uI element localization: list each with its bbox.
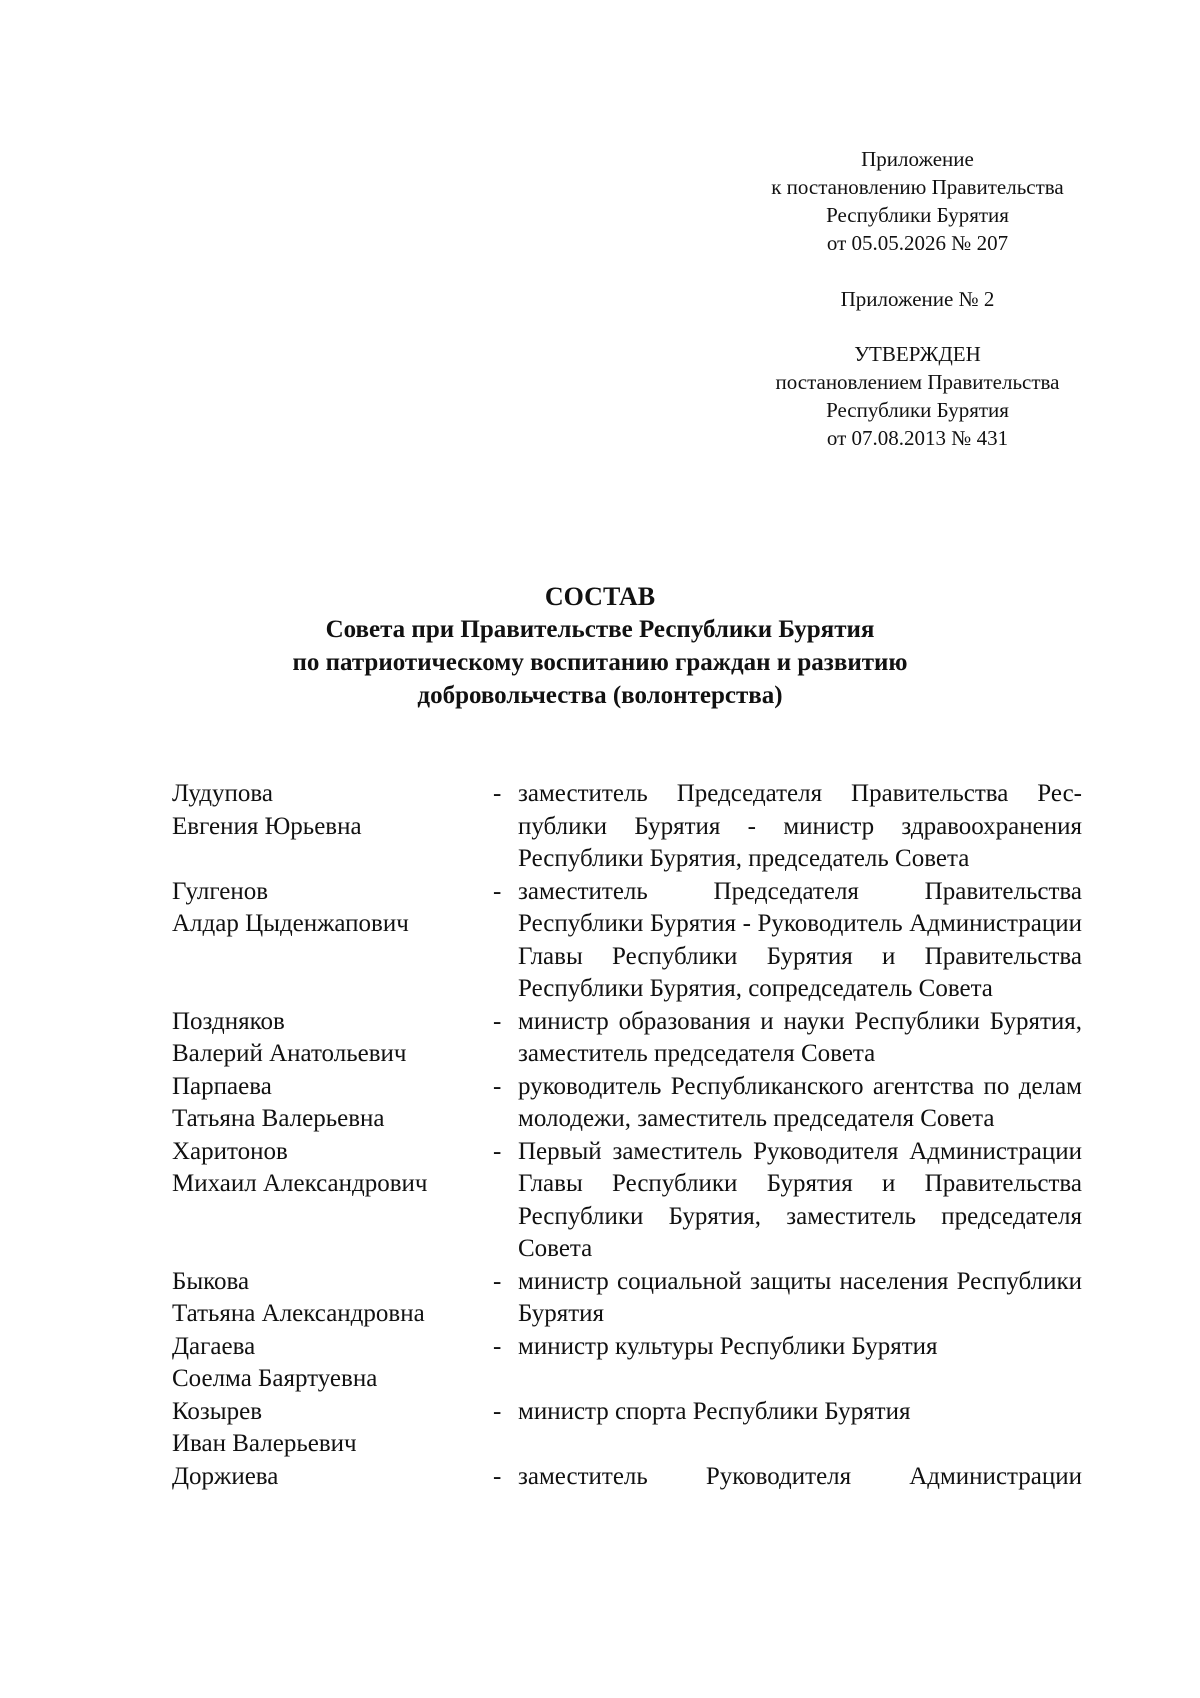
annex-line: Республики Бурятия [826, 203, 1009, 227]
member-name [172, 876, 482, 941]
member-role: Первый заместитель Руководителя Администрации Главы Республики Бурятия и Правительства Республики Бурятия, заместитель председателя Совета [518, 1137, 1082, 1262]
member-name [172, 1396, 482, 1461]
member-dash: - [493, 1397, 502, 1425]
member-name [172, 1071, 482, 1136]
member-dash: - [493, 1072, 502, 1100]
member-surname: Козырев [172, 1397, 263, 1425]
member-surname: Парпаева [172, 1072, 272, 1100]
annex-line: от 05.05.2026 № 207 [826, 231, 1009, 255]
member-given-names: Михаил Александрович [172, 1170, 428, 1197]
member-surname: Доржиева [172, 1462, 279, 1490]
member-role: министр социальной защиты населения Республики Бурятия [518, 1267, 1082, 1327]
member-dash: - [493, 1462, 502, 1490]
member-given-names: Соелма Баяртуевна [172, 1365, 378, 1392]
member-role: заместитель Председателя Правительства Республики Бурятия - министр здравоохранения Республики Бурятия, председатель Совета [518, 780, 1082, 872]
member-row [172, 876, 1082, 1006]
title-main: СОСТАВ [544, 582, 656, 611]
member-given-names: Валерий Анатольевич [172, 1040, 407, 1067]
approval-line: от 07.08.2013 № 431 [826, 426, 1009, 450]
annex-line: к постановлению Правительства [771, 175, 1064, 199]
member-row [172, 1006, 1082, 1071]
member-row [172, 1071, 1082, 1136]
member-row [172, 1461, 1082, 1494]
annex-number-block [745, 285, 1090, 313]
title-line: Совета при Правительстве Республики Бурятия [325, 616, 875, 643]
approval-line: Республики Бурятия [826, 398, 1009, 422]
title-line: добровольчества (волонтерства) [417, 682, 783, 709]
member-dash: - [493, 877, 502, 905]
annex-header [745, 145, 1090, 257]
member-given-names: Татьяна Александровна [172, 1300, 425, 1327]
member-surname: Гулгенов [172, 877, 269, 905]
document-title [0, 580, 1200, 712]
member-dash: - [493, 1267, 502, 1295]
member-role: заместитель Председателя Правительства Республики Бурятия - Руководитель Администрации Главы Республики Бурятия и Правительства Республики Бурятия, сопредседатель Совета [518, 877, 1082, 1002]
member-surname: Харитонов [172, 1137, 288, 1165]
member-name [172, 1461, 482, 1494]
member-row [172, 1266, 1082, 1331]
member-surname: Быкова [172, 1267, 250, 1295]
member-name [172, 778, 482, 843]
title-line: по патриотическому воспитанию граждан и развитию [292, 649, 908, 676]
member-row [172, 1136, 1082, 1266]
member-name [172, 1331, 482, 1396]
annex-number: Приложение № 2 [840, 287, 995, 311]
member-surname: Дагаева [172, 1332, 256, 1360]
member-role: заместитель Руководителя Администрации [518, 1462, 1082, 1490]
member-dash: - [493, 780, 502, 807]
member-role: министр спорта Республики Бурятия [518, 1397, 911, 1425]
annex-line: Приложение [861, 147, 974, 171]
member-given-names: Алдар Цыденжапович [172, 910, 409, 937]
member-role: министр культуры Республики Бурятия [518, 1332, 938, 1360]
member-role: министр образования и науки Республики Бурятия, заместитель председателя Совета [518, 1007, 1082, 1067]
member-row [172, 1396, 1082, 1461]
member-name [172, 1006, 482, 1071]
member-given-names: Татьяна Валерьевна [172, 1105, 385, 1132]
member-dash: - [493, 1332, 502, 1360]
member-name [172, 1136, 482, 1201]
member-dash: - [493, 1137, 502, 1165]
member-surname: Поздняков [172, 1007, 285, 1035]
approval-line: УТВЕРЖДЕН [854, 342, 981, 366]
member-row [172, 778, 1082, 876]
member-role: руководитель Республиканского агентства по делам молодежи, заместитель председателя Совета [518, 1072, 1082, 1132]
members-list [172, 778, 1082, 1493]
member-surname: Лудупова [172, 780, 273, 807]
member-given-names: Евгения Юрьевна [172, 812, 362, 840]
member-given-names: Иван Валерьевич [172, 1430, 357, 1457]
member-row [172, 1331, 1082, 1396]
approval-stamp-block [745, 340, 1090, 452]
member-name [172, 1266, 482, 1331]
approval-line: постановлением Правительства [775, 370, 1060, 394]
member-dash: - [493, 1007, 502, 1035]
